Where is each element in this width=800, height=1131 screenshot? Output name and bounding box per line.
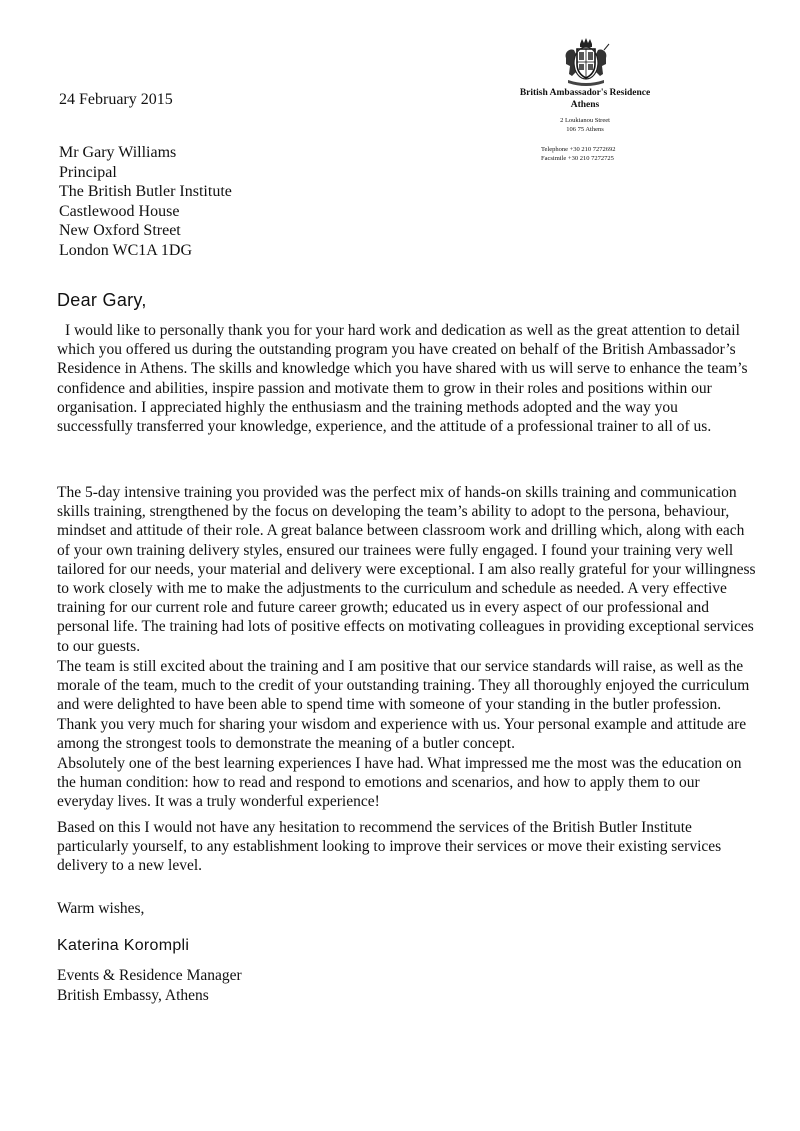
body-paragraph-1: I would like to personally thank you for your hard work and dedication as well as the great attention to detail which you offered us during the outstanding program you have created on behalf of the British Ambassador’s Residence in Athens. The skills and knowledge which you have shared with us will serve to enhance the team’s confidence and abilities, inspire passion and motivate them to grow in their roles and positions within our organisation. I appreciated highly the enthusiasm and the training methods adopted and the way you successfully transferred your knowledge, experience, and the attitude of a professional trainer to all of us. [57, 322, 748, 436]
salutation: Dear Gary, [57, 290, 147, 310]
letterhead-title [505, 87, 665, 111]
signer-name: Katerina Korompli [57, 937, 190, 954]
signer-organisation: British Embassy, Athens [57, 986, 209, 1004]
letterhead-contact [541, 145, 616, 163]
royal-coat-of-arms-icon [560, 36, 612, 88]
recipient-street: New Oxford Street [59, 222, 181, 239]
recipient-building: Castlewood House [59, 202, 180, 220]
body-paragraph-4: Absolutely one of the best learning experiences I have had. What impressed me the most was the education on the human condition: how to read and respond to emotions and scenarios, and how to apply them to our everyday lives. It was a truly wonderful experience! [57, 755, 742, 811]
recipient-address [59, 143, 232, 260]
recipient-title: Principal [59, 163, 117, 181]
letterhead-title-line: British Ambassador's Residence [519, 88, 651, 98]
signer-details [57, 966, 242, 1005]
letterhead-address [505, 116, 665, 134]
closing: Warm wishes, [57, 900, 145, 917]
letterhead-telephone: Telephone +30 210 7272692 [541, 146, 616, 153]
recipient-organisation: The British Butler Institute [59, 183, 232, 200]
signer-title: Events & Residence Manager [57, 967, 242, 984]
body-paragraph-2: The 5-day intensive training you provided was the perfect mix of hands-on skills training and communication skills training, strengthened by the focus on developing the team’s ability to adopt to the persona, behaviour, mindset and attitude of their role. A great balance between classroom work and drilling which, along with each of your own training delivery styles, ensured our trainees were fully engaged. I found your training very well tailored for our needs, your material and delivery were exceptional. I am also really grateful for your willingness to work closely with me to make the adjustments to the curriculum and schedule as needed. A very effective training for our current role and future career growth; educated us in every aspect of our professional and personal life. The training had lots of positive effects on motivating colleagues in providing exceptional services to our guests. [57, 484, 756, 655]
letterhead-city-line: Athens [570, 100, 600, 110]
letterhead-postcode: 106 75 Athens [566, 126, 604, 133]
body-paragraph-3: The team is still excited about the training and I am positive that our service standards will raise, as well as the morale of the team, much to the credit of your outstanding training. They all thoroughly enjoyed the curriculum and were delighted to have been able to spend time with someone of your standing in the butler profession. Thank you very much for sharing your wisdom and experience with us. Your personal example and attitude are among the strongest tools to demonstrate the meaning of a butler concept. [57, 658, 750, 752]
recipient-name: Mr Gary Williams [59, 144, 177, 161]
letterhead-facsimile: Facsimile +30 210 7272725 [541, 155, 614, 162]
recipient-city: London WC1A 1DG [59, 241, 193, 259]
body-paragraph-5: Based on this I would not have any hesitation to recommend the services of the British Butler Institute particularly yourself, to any establishment looking to improve their services or move their existing services delivery to a new level. [57, 819, 722, 875]
letter-date: 24 February 2015 [59, 91, 173, 108]
letterhead-street: 2 Loukianou Street [560, 117, 610, 124]
